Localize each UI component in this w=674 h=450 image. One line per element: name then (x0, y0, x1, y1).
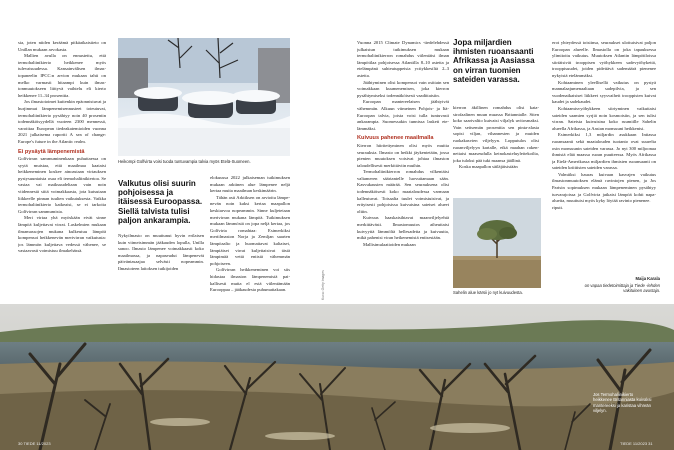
paragraph: Golfvirran heikkeneminen voi siis hidastaa ilmaston lämpenemistä paikallisesti mutta el estä viilentämään Eurooppaa – jääkaudesta puhumattakaan. (210, 267, 290, 293)
paragraph: Meri virtaa yhä myöskään eivät sinne lämpöä kuljettavat virrat. Laskelmien mukaan ilmamassojen mukana kulkeutuu lämpöä kompensoi heikkenevän merivirran vaikutusta: jos lämmön kuljettava vedessä vähenee, se vastaavasti voimistuu ilmakehässä. (18, 215, 106, 254)
drowned-trees-image (0, 304, 674, 450)
column-1 (18, 40, 106, 302)
paragraph: Kohtaamisvyöhykkeen siirtyminen vaikuttaisi sateiden saamien syrjiä noin kosmoisiin, ja sen tulisi virran. Sateista kuivuisina koko ruumiille Sahelin alueella Afrikassa, ja Aasian monsuuni heikkenisi. (552, 105, 656, 131)
paragraph: erot yhteydessä toisiinsa, seuraukset ulottuisivat paljon Euroopan alueelle. Ilmastolla on joka tapauksessa ylimitoitu vaikutus. Muutoksen Atlantin lämpötiloissa siirtäisivät trooppisen vyöhykkeen sadevyöhykettä, trooppisuudet, joiden pidettävä sademäärä pienenee nykyistä etelämmäksi. (552, 40, 656, 78)
sahel-tree-image (453, 198, 541, 288)
paragraph: Esimerkiksi 1,3 miljardin asukkaan Intiassa ruoansaanti sekä maatalouden tuotanto ovat suurelta osin monsuunin sateiden varassa. Jo nyt 300 miljoonaa ihmistä elää maassa ruoan puutteessa. Myös Afrikassa ja Etelä-Amerikassa miljardien ihmisten ruoansaanti on sateiden kriittisten sateiden varassa. (552, 132, 656, 171)
subheading: Kuivuus pahenee maailmalla (357, 135, 434, 142)
paragraph: Mallisimulaatioiden mukaan (363, 241, 416, 247)
column-2 (118, 233, 204, 303)
paragraph: Golfvirran sammuminenkaan puhuttaessa on syytä muistaa, että maailmaa kaataisi heikkeneminen koskee ainoastaan virtauksen pystysuuntaista osaa eli termohaliinikiertoa. Se vastaa vai maiksuudeltaan vain noin viidennestä siitä voimakkaasta, jota kutsutaan liikkeelle pinnan tuulten vaikutuksesta. Vaikka termohaliinikierto katkeaisi, se ei tarkoita Golfvirran sammumista. (18, 156, 106, 214)
column-6 (552, 40, 656, 265)
column-5 (453, 105, 539, 190)
page-footer-left: 30 TIEDE 11/2023 (18, 441, 51, 446)
paragraph: Valmiiksi hauras kuivaan kasvajen vaikutus ilmastonmuutoksen elämä ravintojen pienen, ja Jos Parisin sopimuksen mukaan lämpeneminen pysähtyy turvarajoissa ja Golfvirta jatkaisi lämpöä kohti napa-alueita, muuttuisi myös kyky löytää ravinto pienenee. (552, 171, 656, 204)
photo-caption: Heikompi Golfvirta voisi tuoda tuntuvampia talvia myös Etelä-Suomeen. (118, 159, 251, 164)
snow-scene-image (118, 38, 290, 156)
column-3 (210, 175, 290, 303)
photo-caption: Sahelin alue kärsii jo nyt kuivuudesta. (453, 290, 523, 295)
paragraph: Koska maapallon säiläjäisistään (459, 164, 518, 170)
paragraph: Kohtaaminen yleellisellä vaikutus on pystyä mannalaajumenaaltaan sadepilvia, ja sen vuodenaikaisiset liikkeet syysvaiheit trooppisten kuivat kaudet ja sadekaudet. (552, 79, 656, 105)
subheading: Ei pysäytä lämpenemistä (18, 148, 85, 155)
pull-quote: Valkutus olisi suurin pohjoisessa ja itäisessä Euroopassa. Siellä talvista tulisi paljon ankarampia. (118, 179, 203, 225)
paragraph: riputt. (552, 204, 564, 210)
panorama-caption: Jos Termohaliinikierto heikkenee Britanniasta kuivaksi mantereeksi ja karistaa vihreän viljelyn. (593, 392, 652, 414)
paragraph: Kierron hiiritettyminen olisi myös muitta seurauksia. Ilmasto on heikki jäykentetään, jossa pienien muutoksen voisivat johtaa ilmaston taloudellisesti merkittäviin muihin. (357, 142, 449, 168)
page-footer-right: TIEDE 11/2023 31 (620, 441, 653, 446)
photo-credit: Kuva: Getty Images (321, 270, 325, 300)
paragraph: kierron äkillinen romahdus olisi katastrofaalinen muun muassa Britannialle. Siten koko saarivaltio kuivaisi viljalyk uvitosmaksi. Vain seitsemän prosenttia sen pinta-alasta sopisi viljan, vihannesten ja muiden ruokakasvien viljelyyn. Lopputulos olisi ruoanviljelyyn kartalle, eikä maahan rakennettaisi maaseudulla keinokasteluyleitekoilta, joka tuloksi pää tuki maansa jäällinä. (453, 105, 539, 163)
snowy-street-photo (118, 38, 290, 156)
pull-quote: Jopa miljardien ihmisten ruoansaanti Afrikassa ja Aasiassa on virran tuomien sateiden varassa. (453, 38, 535, 84)
author-name: Maija Karala (635, 276, 660, 281)
savanna-tree-photo (453, 198, 541, 288)
column-4 (357, 40, 449, 302)
paragraph: Euroopan mantereelaisen jäähtyivät vähemmän. Alkuun viimeinen Pohjois- ja Itä-Euroopan talvia, joista voisi tulla tuntuvasti ankarampia. Suomessakin tunnissa lasketi etelämmäksi. (357, 99, 449, 131)
paragraph: Vuonna 2015 Climate Dynamics -tiedelehdessä julkaistun tutkimuksen mukaan termohaliinikierron romahdus viilentäisi ilman lämpötilaa pohjoisessa Atlantilla 8–10 astetta ja etelämpänä suhteutuppeisia yctiykkesiltä 2–3 astetta. (357, 40, 449, 78)
dead-forest-panorama (0, 304, 674, 450)
paragraph: Kuivuus haaskaisihtavat maanviljelyehtä merkittävästi. Ilmastomuutos aiheuttaisi kuivyyttä lämmöltä hellesadetta ja kuivuutta, mikä pahenisi viran heikenemistä entisestään. (357, 215, 449, 241)
paragraph: Nykyilmasto on muuttunut hyvin erilaisen kuin viimeisimmän jääkauden lopulla, Unilla sanoo. Ilmasto lämpenee voimakkaasti koko maailmassa, ja napaseudut lämpenevät päiväntasaajaa selvästi nopeammin. Ilmastoteen laitoksen tutkijoiden (118, 233, 204, 271)
author-bio: on vapaa tiedetoimittaja ja Tiede -lehden vakituinen avustaja. (584, 283, 660, 294)
paragraph: Mallien avulla on ennustettu, että termohaliinikierto heikkenee myös tulevaisuudessa. Kansainvälisen ilmastopaneelin IPCC:n arvion mukaan tahti on melko varmasti hitaampi kuin ilmastonmuutokseen liittyvä vaihtelu eli kierto heikkenee 11–34 prosenttia. (18, 53, 106, 98)
paragraph: Tähän asti Arktiksen on arvioitu lämpenevän noin kaksi kertaa maapallon keskiarvoa nopeammin. Sinne kuljetetaan merivirran mukana lämpöä. Tutkimuksen mukaan lämmöstä on jopa neljä kertaa, jos Golfvirta romahtaa: Esimerkiksi meriilmaston Norja ja Zemljan saarten lämpöaalto ja huomattavat kaltaiset, lämpiäiset virrat kuljettaisivat tästä lämpimää vettä entistä vähemmän pohjoiseen. (210, 194, 290, 266)
paragraph: Jäähtyminen olisi kompensoi vain osittain sen voimakkaan kuumenemisen, joka kierron pysähtymiseksi todennäköisesti vaadittaisiin. (357, 79, 449, 98)
paragraph: sia, joten niiden keräämä pitkäaikaistieto on Unillan mukaan arvokasta. (18, 40, 106, 52)
paragraph: elokuussa 2022 julkaiseman tutkimuksen mukaan arktinen alue lämpenee neljä kertaa muita maailman keskimäärin. (210, 175, 290, 194)
paragraph: Jos ilmastotoimet kuitenkin epäonnistuvat ja hurjimmat lämpenemisennusteet toteutuvat, termohaliinikierto pysähtyy noin 40 prosentin todennäköisyydellä vuoteen 2300 mennessä, varoittaa European tiedeakatemioiden vuonna 2021 julkaisema raportti A sea of change: Europe's future in the Atlantic realm. (18, 99, 106, 144)
paragraph: Termohaliinikierron romahdus vilkentäisi valtameren sääriantelle luovuttamaan sään. Kasvukausien määrää. Sen seurauksena olisi todennäköisesti koko maataloudessa varmaan kalleutuvat. Toisaalta tuulet voimistuisivat, ja erityisesti pohjoisissa kuivuisina sateiset alueet oltiin. (357, 169, 449, 214)
